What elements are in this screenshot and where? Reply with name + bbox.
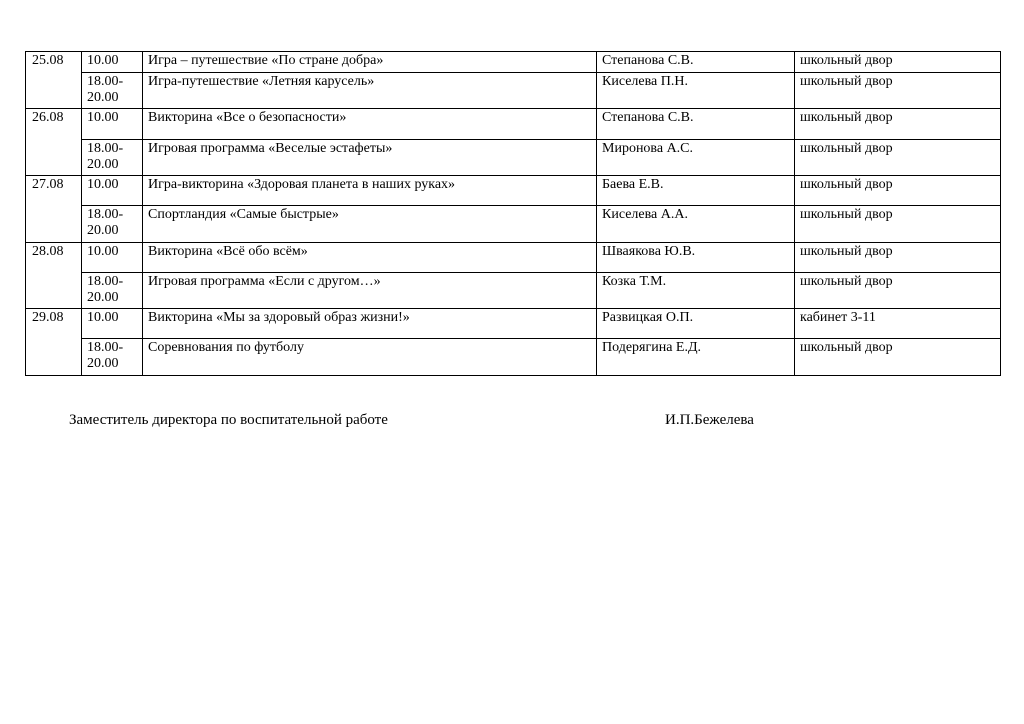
- time-cell: [82, 309, 143, 339]
- responsible-cell: Подерягина Е.Д.: [597, 339, 795, 376]
- location-cell: кабинет 3-11: [795, 309, 1001, 339]
- time-line: 10.00: [87, 310, 119, 325]
- time-cell: [82, 176, 143, 206]
- location-cell: школьный двор: [795, 109, 1001, 140]
- responsible-cell: Шваякова Ю.В.: [597, 243, 795, 273]
- time-cell: [82, 109, 143, 140]
- date-cell: 25.08: [26, 52, 82, 109]
- time-line: 10.00: [87, 177, 119, 192]
- time-cell: [82, 273, 143, 309]
- responsible-cell: Баева Е.В.: [597, 176, 795, 206]
- location-cell: школьный двор: [795, 176, 1001, 206]
- time-cell: [82, 73, 143, 109]
- event-title-cell: Игровая программа «Веселые эстафеты»: [143, 140, 597, 176]
- signature-position: Заместитель директора по воспитательной работе: [69, 412, 388, 428]
- location-cell: школьный двор: [795, 52, 1001, 73]
- time-line: 18.00-: [87, 274, 124, 289]
- date-cell: 27.08: [26, 176, 82, 243]
- time-line: 20.00: [87, 157, 119, 172]
- location-cell: школьный двор: [795, 339, 1001, 376]
- schedule-row: [26, 52, 1001, 73]
- time-line: 18.00-: [87, 74, 124, 89]
- schedule-row: [26, 109, 1001, 140]
- responsible-cell: Козка Т.М.: [597, 273, 795, 309]
- schedule-row: [26, 273, 1001, 309]
- date-cell: 28.08: [26, 243, 82, 309]
- event-title-cell: Спортландия «Самые быстрые»: [143, 206, 597, 243]
- responsible-cell: Киселева П.Н.: [597, 73, 795, 109]
- event-title-cell: Викторина «Все о безопасности»: [143, 109, 597, 140]
- responsible-cell: Киселева А.А.: [597, 206, 795, 243]
- schedule-row: [26, 339, 1001, 376]
- time-line: 18.00-: [87, 207, 124, 222]
- schedule-row: [26, 140, 1001, 176]
- time-cell: [82, 339, 143, 376]
- schedule-row: [26, 176, 1001, 206]
- event-title-cell: Соревнования по футболу: [143, 339, 597, 376]
- time-cell: [82, 140, 143, 176]
- time-line: 20.00: [87, 223, 119, 238]
- time-cell: [82, 206, 143, 243]
- event-title-cell: Викторина «Всё обо всём»: [143, 243, 597, 273]
- event-title-cell: Игровая программа «Если с другом…»: [143, 273, 597, 309]
- location-cell: школьный двор: [795, 73, 1001, 109]
- schedule-row: [26, 309, 1001, 339]
- event-title-cell: Игра-викторина «Здоровая планета в наших руках»: [143, 176, 597, 206]
- schedule-table: [25, 51, 1001, 376]
- event-title-cell: Игра – путешествие «По стране добра»: [143, 52, 597, 73]
- event-title-cell: Игра-путешествие «Летняя карусель»: [143, 73, 597, 109]
- time-line: 20.00: [87, 356, 119, 371]
- schedule-row: [26, 206, 1001, 243]
- time-line: 10.00: [87, 110, 119, 125]
- schedule-body: [26, 52, 1001, 376]
- time-line: 20.00: [87, 290, 119, 305]
- time-line: 10.00: [87, 53, 119, 68]
- location-cell: школьный двор: [795, 273, 1001, 309]
- time-line: 20.00: [87, 90, 119, 105]
- location-cell: школьный двор: [795, 243, 1001, 273]
- time-line: 10.00: [87, 244, 119, 259]
- location-cell: школьный двор: [795, 140, 1001, 176]
- time-cell: [82, 52, 143, 73]
- date-cell: 29.08: [26, 309, 82, 376]
- time-cell: [82, 243, 143, 273]
- signature-name: И.П.Бежелева: [665, 412, 754, 428]
- schedule-row: [26, 73, 1001, 109]
- responsible-cell: Развицкая О.П.: [597, 309, 795, 339]
- responsible-cell: Миронова А.С.: [597, 140, 795, 176]
- responsible-cell: Степанова С.В.: [597, 52, 795, 73]
- location-cell: школьный двор: [795, 206, 1001, 243]
- event-title-cell: Викторина «Мы за здоровый образ жизни!»: [143, 309, 597, 339]
- time-line: 18.00-: [87, 340, 124, 355]
- date-cell: 26.08: [26, 109, 82, 176]
- responsible-cell: Степанова С.В.: [597, 109, 795, 140]
- schedule-row: [26, 243, 1001, 273]
- time-line: 18.00-: [87, 141, 124, 156]
